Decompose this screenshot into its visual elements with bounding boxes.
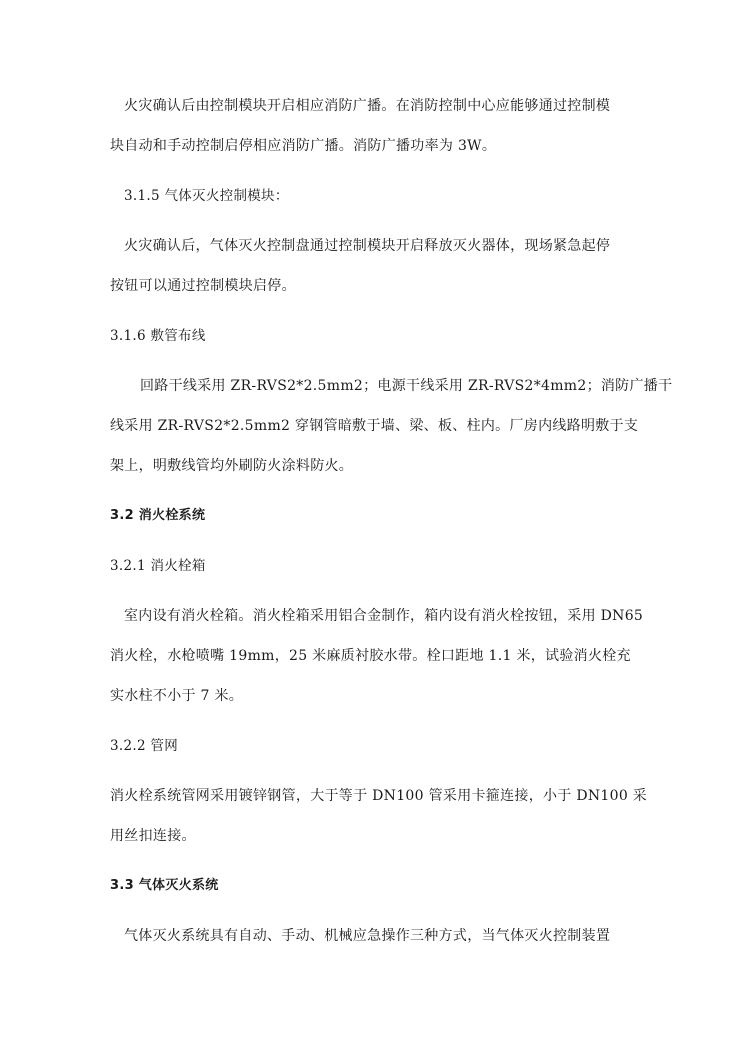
paragraph-line: 块自动和手动控制启停相应消防广播。消防广播功率为 3W。: [110, 138, 497, 154]
paragraph-line: 实水柱不小于 7 米。: [110, 688, 244, 704]
paragraph-line: 室内设有消火栓箱。消火栓箱采用铝合金制作，箱内设有消火栓按钮，采用 DN65: [124, 608, 644, 624]
paragraph-line: 用丝扣连接。: [110, 828, 196, 844]
section-heading-3-1-6: 3.1.6 敷管布线: [110, 328, 206, 344]
section-heading-3-2: 3.2 消火栓系统: [110, 508, 206, 523]
section-heading-3-2-1: 3.2.1 消火栓箱: [110, 558, 206, 574]
section-heading-3-2-2: 3.2.2 管网: [110, 738, 179, 754]
paragraph-line: 架上，明敷线管均外刷防火涂料防火。: [110, 458, 354, 474]
paragraph-line: 消火栓，水枪喷嘴 19mm，25 米麻质衬胶水带。栓口距地 1.1 米，试验消火栓充: [110, 648, 631, 664]
paragraph-line: 消火栓系统管网采用镀锌钢管，大于等于 DN100 管采用卡箍连接，小于 DN100 采: [110, 788, 648, 804]
paragraph-line: 线采用 ZR-RVS2*2.5mm2 穿钢管暗敷于墙、梁、板、柱内。厂房内线路明敷于支: [110, 418, 639, 434]
paragraph-line: 火灾确认后，气体灭火控制盘通过控制模块开启释放灭火器体，现场紧急起停: [124, 238, 611, 254]
paragraph-line: 气体灭火系统具有自动、手动、机械应急操作三种方式，当气体灭火控制装置: [124, 928, 611, 944]
section-heading-3-3: 3.3 气体灭火系统: [110, 878, 219, 893]
paragraph-line: 火灾确认后由控制模块开启相应消防广播。在消防控制中心应能够通过控制模: [124, 98, 611, 114]
section-heading-3-1-5: 3.1.5 气体灭火控制模块：: [124, 188, 289, 204]
paragraph-line: 按钮可以通过控制模块启停。: [110, 278, 296, 294]
paragraph-line: 回路干线采用 ZR-RVS2*2.5mm2；电源干线采用 ZR-RVS2*4mm2；消防广播干: [140, 378, 673, 394]
